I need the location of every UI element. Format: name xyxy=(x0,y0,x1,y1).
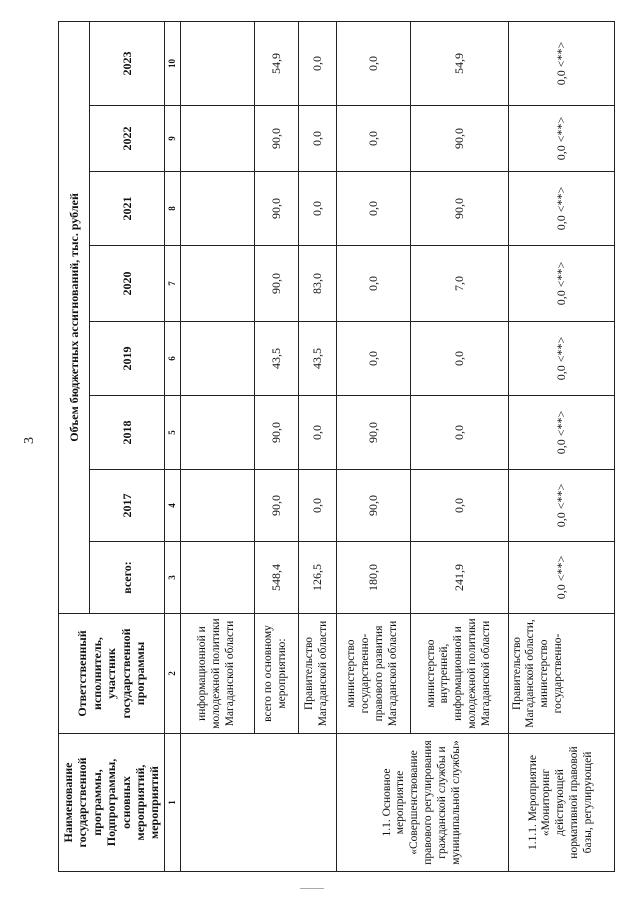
rotated-table-wrapper xyxy=(58,22,608,872)
value-cell: 0,0 xyxy=(298,21,336,105)
value-cell: 0,0 xyxy=(298,172,336,246)
value-cell: 0,0 xyxy=(298,470,336,542)
table-row xyxy=(508,21,614,871)
value-cell: 90,0 xyxy=(254,396,298,470)
header-year-cell: 2021 xyxy=(90,172,165,246)
value-cell: 548,4 xyxy=(254,542,298,614)
row-name-cell xyxy=(180,734,336,872)
table-row xyxy=(180,21,254,871)
row-resp-cell: министерство государственно-правового развития Магаданской области xyxy=(336,614,410,734)
value-cell: 90,0 xyxy=(410,172,508,246)
row-resp-cell: Правительство Магаданской области xyxy=(298,614,336,734)
row-name-cell: 1.1. Основное мероприятие «Совершенствование правового регулирования гражданской службы и муниципальной службы» xyxy=(336,734,508,872)
value-cell: 0,0 <**> xyxy=(508,396,614,470)
header-year-cell: 2023 xyxy=(90,21,165,105)
header-row-top xyxy=(59,21,90,871)
value-cell: 54,9 xyxy=(254,21,298,105)
column-number: 4 xyxy=(164,470,180,542)
header-year-cell: 2018 xyxy=(90,396,165,470)
value-cell: 90,0 xyxy=(254,106,298,172)
value-cell xyxy=(180,21,254,105)
value-cell: 90,0 xyxy=(254,172,298,246)
value-cell: 0,0 <**> xyxy=(508,172,614,246)
column-number: 2 xyxy=(164,614,180,734)
header-budget-cell: Объем бюджетных ассигнований, тыс. рублей xyxy=(59,21,90,613)
value-cell: 54,9 xyxy=(410,21,508,105)
value-cell: 0,0 xyxy=(336,172,410,246)
column-number: 9 xyxy=(164,106,180,172)
value-cell: 0,0 xyxy=(336,21,410,105)
value-cell xyxy=(180,470,254,542)
value-cell xyxy=(180,106,254,172)
value-cell: 90,0 xyxy=(336,470,410,542)
value-cell: 241,9 xyxy=(410,542,508,614)
column-number: 3 xyxy=(164,542,180,614)
value-cell: 43,5 xyxy=(254,322,298,396)
value-cell xyxy=(180,322,254,396)
value-cell: 90,0 xyxy=(336,396,410,470)
value-cell: 90,0 xyxy=(410,106,508,172)
page-number: 3 xyxy=(22,437,37,444)
value-cell: 90,0 xyxy=(254,470,298,542)
value-cell: 180,0 xyxy=(336,542,410,614)
column-number: 10 xyxy=(164,21,180,105)
value-cell xyxy=(180,172,254,246)
value-cell: 0,0 <**> xyxy=(508,542,614,614)
value-cell: 0,0 <**> xyxy=(508,322,614,396)
value-cell: 0,0 xyxy=(336,106,410,172)
column-number: 5 xyxy=(164,396,180,470)
value-cell xyxy=(180,542,254,614)
value-cell: 0,0 <**> xyxy=(508,21,614,105)
value-cell: 0,0 xyxy=(410,322,508,396)
column-number: 6 xyxy=(164,322,180,396)
value-cell: 90,0 xyxy=(254,246,298,322)
value-cell: 0,0 <**> xyxy=(508,106,614,172)
row-name-cell: 1.1.1. Мероприятие «Мониторинг действующей нормативной правовой базы, регулирующей xyxy=(508,734,614,872)
header-total-cell: всего: xyxy=(90,542,165,614)
value-cell: 0,0 xyxy=(336,246,410,322)
value-cell: 126,5 xyxy=(298,542,336,614)
value-cell: 0,0 xyxy=(298,396,336,470)
value-cell: 0,0 xyxy=(410,470,508,542)
header-resp-cell: Ответственный исполнитель, участник государственной программы xyxy=(59,614,165,734)
table-row xyxy=(336,21,410,871)
value-cell: 83,0 xyxy=(298,246,336,322)
value-cell: 0,0 xyxy=(298,106,336,172)
column-number-row xyxy=(164,21,180,871)
row-resp-cell: министерство внутренней, информационной и молодежной политики Магаданской области xyxy=(410,614,508,734)
value-cell: 7,0 xyxy=(410,246,508,322)
value-cell xyxy=(180,396,254,470)
value-cell: 0,0 xyxy=(410,396,508,470)
column-number: 8 xyxy=(164,172,180,246)
value-cell: 0,0 <**> xyxy=(508,246,614,322)
budget-table xyxy=(58,21,615,872)
column-number: 1 xyxy=(164,734,180,872)
column-number: 7 xyxy=(164,246,180,322)
row-resp-cell: информационной и молодежной политики Магаданской области xyxy=(180,614,254,734)
value-cell: 43,5 xyxy=(298,322,336,396)
value-cell: 0,0 <**> xyxy=(508,470,614,542)
header-name-cell: Наименование государственной программы, Подпрограммы, основных мероприятий, мероприятий xyxy=(59,734,165,872)
header-year-cell: 2022 xyxy=(90,106,165,172)
header-year-cell: 2019 xyxy=(90,322,165,396)
header-year-cell: 2017 xyxy=(90,470,165,542)
value-cell: 0,0 xyxy=(336,322,410,396)
row-resp-cell: Правительство Магаданской области, министерство государственно- xyxy=(508,614,614,734)
value-cell xyxy=(180,246,254,322)
row-resp-cell: всего по основному мероприятию: xyxy=(254,614,298,734)
scan-mark xyxy=(300,888,324,889)
header-year-cell: 2020 xyxy=(90,246,165,322)
